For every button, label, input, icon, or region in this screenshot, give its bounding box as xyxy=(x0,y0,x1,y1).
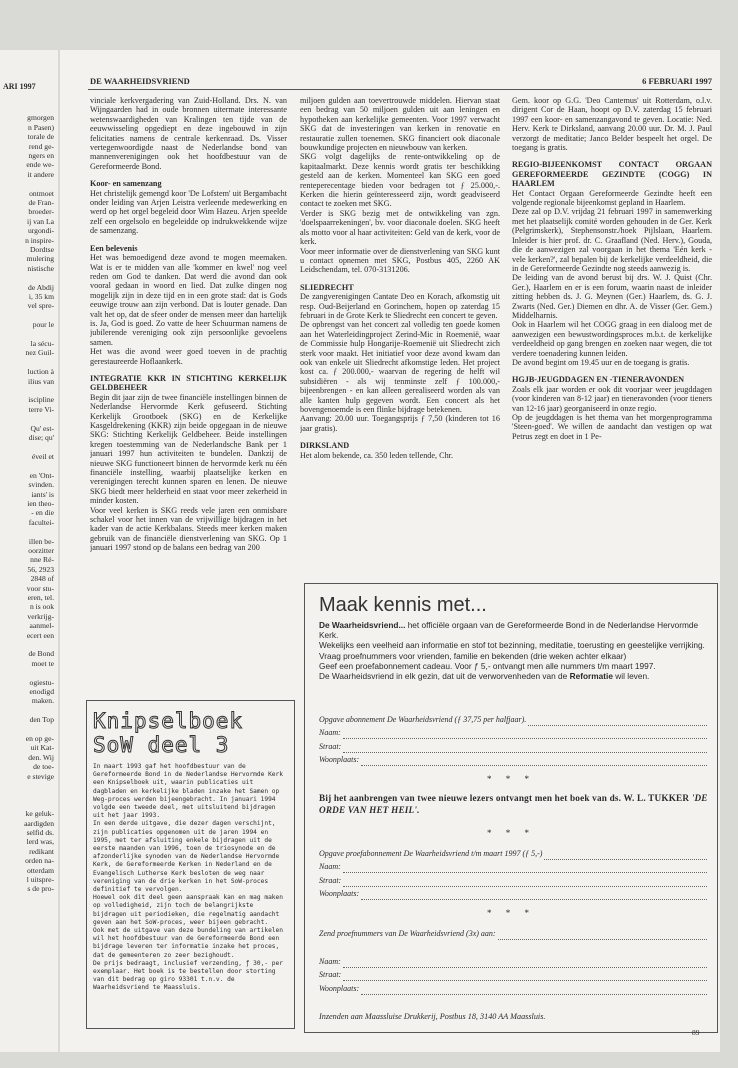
left-page-line: ien theo- xyxy=(27,498,54,508)
left-page-line: e stevige xyxy=(27,771,54,781)
intro-line: Vraag proefnummers voor vrienden, familie en bekenden (drie weken achter elkaar) xyxy=(319,650,627,661)
subheading: Koor- en samenzang xyxy=(90,179,162,189)
sample-issues-address xyxy=(319,954,707,995)
left-page-line: ij van La xyxy=(27,216,54,226)
name-label: Naam: xyxy=(319,862,341,871)
paragraph: Voor meer informatie over de dienstverlening van SKG kunt u contact opnemen met SKG, Postbus 405, 2260 AK Leidschendam, tel. 070-3131206. xyxy=(300,246,500,275)
page-header xyxy=(90,76,712,90)
left-page-line: ngers en xyxy=(28,151,54,161)
left-page-line: pour le xyxy=(32,320,54,330)
left-page-line: nez Guil- xyxy=(25,348,54,358)
left-page-line: ende we- xyxy=(26,160,54,170)
left-page-line: rend ge- xyxy=(28,141,54,151)
left-page-date: ARI 1997 xyxy=(3,82,36,91)
paragraph: Het christelijk gemengd koor 'De Lofstem' uit Bergambacht onder leiding van Arjen Leistra verleende medewerking en werd op het orgel begeleid door Wim Hazeu. Arjen speelde zelf een orgelsolo en begeleidde op indrukwekkende wijze de samenzang. xyxy=(90,188,287,236)
paragraph: Het Contact Orgaan Gereformeerde Gezindte heeft een volgende regionale bijeenkomst gepland in Haarlem. xyxy=(512,188,712,208)
intro-line: het officiële orgaan van de Gereformeerde Bond in de Nederlandse Hervormde Kerk. xyxy=(319,620,699,641)
paragraph: Het was die avond weer goed toeven in de prachtig gerestaureerde Hoflaankerk. xyxy=(90,347,287,366)
left-page-line: s de pro- xyxy=(27,884,54,894)
paragraph: Op de jeugddagen is het thema van het morgenprogramma 'Steen-goed'. We willen de aandacht dan vestigen op wat Petrus zegt en doet in 1 Pe- xyxy=(512,413,712,441)
left-page-line: de toe- xyxy=(33,762,54,772)
left-page-line xyxy=(2,179,54,188)
left-page-line xyxy=(2,706,54,715)
book-offer-text: Bij het aanbrengen van twee nieuwe lezers ontvangt men het boek van ds. W. L. TUKKER xyxy=(319,793,692,803)
left-page-line xyxy=(2,273,54,282)
street-label: Straat: xyxy=(319,741,342,751)
left-page-line: facultei- xyxy=(28,517,54,527)
knipselboek-paragraph: In maart 1993 gaf het hoofdbestuur van de Gereformeerde Bond in de Nederlandse Hervormde Kerk een Knipselboek uit, waarin publicaties uit dagbladen en kerkelijke bladen inzake het Samen op Weg-proces werden bijeengebracht. In januari 1994 volgde een tweede deel, met uitsluitend bijdragen uit het jaar 1993. xyxy=(93,763,283,820)
left-page-line xyxy=(2,527,54,536)
left-page-line xyxy=(2,104,54,113)
left-page-line: aanmel- xyxy=(29,621,54,631)
paragraph: SKG volgt dagelijks de rente-ontwikkeling op de kapitaalmarkt. Deze kennis wordt gratis ter beschikking gesteld aan de kerken. Momenteel kan SKG een goed renteperecentage bieden voor bedragen tot ƒ 25.000,-. Kerken die hierin geïnteresseerd zijn, wordt geadviseerd contact te zoeken met SKG. xyxy=(300,152,500,209)
form-line[interactable] xyxy=(544,851,707,860)
left-page-line: en op ge- xyxy=(25,733,54,743)
left-page-line: n is ook xyxy=(29,602,54,612)
knipselboek-box xyxy=(86,700,295,1029)
left-page-line: den Top xyxy=(29,715,54,725)
paragraph: De avond begint om 19.45 uur en de toegang is gratis. xyxy=(512,357,690,367)
left-page-line xyxy=(2,800,54,809)
column-1 xyxy=(90,96,287,688)
left-page-text xyxy=(2,104,54,894)
knipselboek-text xyxy=(93,763,288,1023)
paragraph: Deze zal op D.V. vrijdag 21 februari 1997 in samenwerking met het plaatselijk comité worden gehouden in de Ger. Kerk (Pelgrimskerk), Stephensonstr./hoek Pijlslaan, Haarlem. Inleider is hier prof. dr. C. Graafland (Ned. Herv.), Gouda, die de aanwezigen zal voorgaan in het thema 'Eén kerk - vele kerken?', zal bepalen bij de kerkelijke verdeeldheid, die in de Gereformeerde Gezindte nog steeds aanwezig is. xyxy=(512,207,712,273)
left-page-line: enodigd xyxy=(29,686,54,696)
left-page-line: de Bond xyxy=(28,649,54,659)
name-field[interactable] xyxy=(343,730,707,739)
form-title: Opgave abonnement De Waarheidsvriend (ƒ 37,75 per halfjaar). xyxy=(319,714,527,724)
page-number: 89 xyxy=(692,1028,700,1037)
subscription-form xyxy=(319,712,707,766)
left-page-line: la sécu- xyxy=(30,339,54,349)
left-page-line: eren, tel. xyxy=(27,592,54,602)
left-page-line xyxy=(2,311,54,320)
paragraph: vinciale kerkvergadering van Zuid-Holland. Drs. N. van Wijngaarden had in oude bronnen uitermate interessante wetenswaardigheden van Kralingen ten tijde van de eeuwwisseling opgediept en deze ingebouwd in zijn felicitaties namens de centrale kerkenraad. Ds. Visser vertegenwoordigde naast de Nederlandse bond van mannenverenigingen ook het hoofdbestuur van de Gereformeerde Bond. xyxy=(90,96,287,171)
left-page-line: ke geluk- xyxy=(25,809,54,819)
left-page-line: 56, 2923 xyxy=(27,564,54,574)
left-page-line xyxy=(2,330,54,339)
paragraph: Zoals elk jaar worden er ook dit voorjaar weer jeugddagen (voor kinderen van 8-12 jaar) en tieneravonden (voor tieners van 12-16 jaar) georganiseerd in onze regio. xyxy=(512,384,712,413)
separator-stars: * * * xyxy=(487,908,535,918)
left-page-line: - en die xyxy=(31,508,54,518)
left-page-line: uit Kat- xyxy=(30,743,54,753)
left-page-line: illen be- xyxy=(28,536,54,546)
left-page-line: ontmoet xyxy=(29,188,54,198)
intro-line: wil leven. xyxy=(612,671,650,682)
knipselboek-subtitle: SoW deel 3 xyxy=(93,733,230,757)
subscription-box-title: Maak kennis met... xyxy=(319,594,487,616)
send-to-address: Inzenden aan Maassluise Drukkerij, Postbus 18, 3140 AA Maassluis. xyxy=(319,1012,546,1021)
paragraph: De leiding van de avond berust bij drs. W. J. Quist (Chr. Ger.), Haarlem en er is een forum, waarin naast de inleider zitting hebben ds. J. G. Meynen (Ger.) Haarlem, ds. G. J. Zwarts (Ned. Ger.) Diemen en dhr. A. de Visser (Ger. Gem.) Middelharnis. xyxy=(512,273,712,320)
intro-line: Geef een proefabonnement cadeau. Voor ƒ 5,- ontvangt men alle nummers t/m maart 1997. xyxy=(319,660,656,671)
article-heading: HGJB-JEUGDDAGEN EN -TIENERAVONDEN xyxy=(512,375,685,385)
city-field[interactable] xyxy=(361,757,707,766)
knipselboek-paragraph: In een derde uitgave, die dezer dagen verschijnt, zijn publicaties opgenomen uit de jaren 1994 en 1995, met ter afsluiting enkele bijdragen uit de eerste maanden van 1996, toen de triosynode en de afzonderlijke synoden van de Nederlandse Hervormde Kerk, de Gereformeerde Kerken in Nederland en de Evangelisch Lutherse Kerk besloten de weg naar vereniging van de drie kerken in het SoW-proces definitief te vervolgen. xyxy=(93,820,280,894)
column-3 xyxy=(512,96,712,582)
subscription-box xyxy=(304,583,718,1033)
city-label: Woonplaats: xyxy=(319,983,360,993)
city-field[interactable] xyxy=(361,986,707,995)
left-page-line: torale de xyxy=(27,132,54,142)
left-page-line: 2848 of xyxy=(30,574,54,584)
left-page-line: ilius van xyxy=(28,376,54,386)
street-field[interactable] xyxy=(343,878,707,887)
book-offer xyxy=(319,792,709,816)
left-page-line xyxy=(2,414,54,423)
left-page-line: Qu' est- xyxy=(30,423,54,433)
form-line[interactable] xyxy=(498,931,707,940)
left-page-line: Dordtse xyxy=(29,245,54,255)
left-page-line: en 'Ont- xyxy=(29,470,54,480)
left-page-line: i, 35 km xyxy=(28,292,54,302)
left-page-line: voor stu- xyxy=(26,583,54,593)
left-page-line: urgondi- xyxy=(27,226,54,236)
left-page-line: aardigden xyxy=(24,818,54,828)
left-page-line: iants' is xyxy=(31,489,54,499)
paragraph: Verder is SKG bezig met de ontwikkeling van zgn. 'doelspaarrekeningen', bv. voor diaconale doelen. SKG heeft als motto voor al haar activiteiten: Geld van de kerk, voor de kerk. xyxy=(300,208,500,247)
header-rule xyxy=(88,89,712,90)
left-page-line: terre Vi- xyxy=(28,404,54,414)
knipselboek-paragraph: De prijs bedraagt, inclusief verzending, ƒ 30,- per exemplaar. Het boek is te bestellen door storting van dit bedrag op giro 93301 t.n.v. de Waarheidsvriend te Maassluis. xyxy=(93,959,283,992)
left-page-line xyxy=(2,358,54,367)
paragraph: Aanvang: 20.00 uur. Toegangsprijs ƒ 7,50 (kinderen tot 16 jaar gratis). xyxy=(300,414,500,433)
left-page-line xyxy=(2,790,54,799)
left-page-line: de Fran- xyxy=(28,198,54,208)
left-page-line: oorzitter xyxy=(28,545,54,555)
left-page-line: nne Ré- xyxy=(30,555,54,565)
left-page-line: luction à xyxy=(27,367,54,377)
article-heading: INTEGRATIE KKR IN STICHTING KERKELIJK GELDBEHEER xyxy=(90,373,287,393)
city-label: Woonplaats: xyxy=(319,755,360,764)
left-page-line: maken. xyxy=(31,696,54,706)
street-label: Straat: xyxy=(319,970,342,979)
paragraph: Begin dit jaar zijn de twee financiële instellingen binnen de Nederlandse Hervormde Kerk gefuseerd. Stichting Kerkelijk Grootboek (SKG) en de Kerkelijke Kasgeldrekening (KKR) zijn beide opgegaan in de nieuwe SKG: Stichting Kerkelijk Geldbeheer. Beide instellingen kregen toestemming van de Nederlandsche Bank per 1 januari 1997 hun activiteiten te bundelen. Dankzij de nieuwe SKG functioneert binnen de hervormde kerk nu één financiële instelling, waarbij plaatselijke kerken en verenigingen terecht kunnen sparen en lenen. De nieuwe SKG biedt meer helderheid en staat voor meer zekerheid in minder kosten. xyxy=(90,392,287,506)
left-page-line: orden na- xyxy=(25,856,54,866)
left-page-line: broeder- xyxy=(28,207,54,217)
separator-stars: * * * xyxy=(487,774,535,784)
left-page-line xyxy=(2,640,54,649)
separator-stars: * * * xyxy=(487,828,535,838)
left-page-line: lerd was, xyxy=(26,837,54,847)
issue-date: 6 FEBRUARI 1997 xyxy=(642,76,712,86)
intro-line: De Waarheidsvriend in elk gezin, dat uit de verworvenheden van de xyxy=(319,671,570,682)
left-page-line: it andere xyxy=(27,169,54,179)
subheading: Een belevenis xyxy=(90,243,138,253)
paragraph: miljoen gulden aan toevertrouwde middelen. Hiervan staat een bedrag van 50 miljoen gulden uit aan leningen en hypotheken aan kerkelijke gemeenten. Voor 1997 verwacht SKG dat de investeringen van kerken in renovatie en restauratie zullen toenemen. SKG financiert ook diaconale bouwkundige projecten en nieuwbouw van kerken. xyxy=(300,96,500,153)
sample-issues-form xyxy=(319,926,707,940)
intro-line: Wekelijks een veelheid aan informatie en stof tot bezinning, meditatie, toerusting en geestelijke verrijking. xyxy=(319,640,705,651)
left-page-line xyxy=(2,443,54,452)
form-line[interactable] xyxy=(528,717,707,726)
left-page-line: den. Wij xyxy=(28,752,54,762)
left-page-line: otterdam xyxy=(27,865,54,875)
article-heading: SLIEDRECHT xyxy=(300,282,354,292)
left-page-line xyxy=(2,781,54,790)
left-page-line: dise; qu' xyxy=(28,433,54,443)
left-page-line xyxy=(2,461,54,470)
paragraph: Voor veel kerken is SKG reeds vele jaren een onmisbare schakel voor het innen van de vrijwillige bijdragen in het kader van de actie Kerkbalans. Steeds meer kerken maken gebruik van de financiële dienstverlening van SKG. Op 1 januari 1997 stond op de balans een bedrag van 200 xyxy=(90,505,287,553)
left-page-line: ogiestu- xyxy=(29,677,54,687)
trial-subscription-form xyxy=(319,846,707,900)
knipselboek-paragraph: Hoewel ook dit deel geen aanspraak kan en mag maken op volledigheid, zijn toch de belangrijkste bijdragen uit periodieken, die regelmatig aandacht geven aan het SoW-proces, weer bijeen gebracht. xyxy=(93,894,283,926)
name-field[interactable] xyxy=(343,864,707,873)
left-page-line xyxy=(2,668,54,677)
left-page-line: n inspire- xyxy=(25,235,54,245)
left-page-line: gmorgen xyxy=(27,113,54,123)
article-heading: DIRKSLAND xyxy=(300,441,350,451)
paragraph: Gem. koor op G.G. 'Deo Cantemus' uit Rotterdam, o.l.v. dirigent Cor de Haan, hoopt op D.V. zaterdag 15 februari 1997 een koor- en samenzangavond te geven. Locatie: Ned. Herv. Kerk te Dirksland, aanvang 20.00 uur. Dr. M. J. Paul verzorgt de meditatie; Janco Belder bespeelt het orgel. De toegang is gratis. xyxy=(512,96,712,153)
left-page-line: iscipline xyxy=(28,395,54,405)
paragraph: Het was bemoedigend deze avond te mogen meemaken. Wat is er te midden van alle 'kommer en kwel' nog veel reden om God te danken. Dat werd die avond dan ook vooral gedaan in woord en lied. Dat zulke dingen nog mogelijk zijn in deze tijd en in een grote stad: dat is Gods eeuwige trouw aan zijn verbond. Dat is louter genade. Dan valt het op, dat de sfeer onder de mensen meer dan hartelijk is. Ja, God is goed. Zo vatte de heer Schuurman namens de jubilerende vereniging ook zijn persoonlijke gevoelens samen. xyxy=(90,253,287,347)
form-title: Opgave proefabonnement De Waarheidsvriend t/m maart 1997 (ƒ 5,-) xyxy=(319,848,543,858)
paragraph: Het alom bekende, ca. 350 leden tellende, Chr. xyxy=(300,450,454,460)
knipselboek-title: Knipselboek xyxy=(93,709,244,733)
left-page-line xyxy=(2,725,54,734)
form-title: Zend proefnummers van De Waarheidsvriend (3x) aan: xyxy=(319,928,496,938)
name-label: Naam: xyxy=(319,728,341,737)
city-label: Woonplaats: xyxy=(319,889,360,898)
left-page-line: mulering xyxy=(26,254,54,264)
street-label: Straat: xyxy=(319,875,342,885)
left-page-line: verkrijg- xyxy=(27,611,54,621)
article-heading: REGIO-BIJEENKOMST CONTACT ORGAAN GEREFORMEERDE GEZINDTE (COGG) IN HAARLEM xyxy=(512,160,712,189)
subscription-intro xyxy=(319,620,709,681)
left-page-line: n Pasen) xyxy=(28,122,54,132)
street-field[interactable] xyxy=(343,744,707,753)
left-page-line: svinden. xyxy=(28,480,54,490)
paragraph: De zangverenigingen Cantate Deo en Korach, afkomstig uit resp. Oud-Beijerland en Gorinchem, hopen op zaterdag 15 februari in de Grote Kerk te Sliedrecht een concert te geven. xyxy=(300,292,500,320)
paragraph: Ook in Haarlem wil het COGG graag in een dialoog met de aanwezigen een bewustwordingsproces m.b.t. de kerkelijke verdeeldheid op gang brengen en zoeken naar wegen, die tot verdere toenadering kunnen leiden. xyxy=(512,320,712,358)
left-page-line xyxy=(2,386,54,395)
knipselboek-paragraph: Ook met de uitgave van deze bundeling van artikelen wil het hoofdbestuur van de Gereformeerde Bond een bijdrage leveren ter informatie inzake het proces, dat de gemeenteren zo zeer bezighoudt. xyxy=(93,927,283,959)
left-page-line: de Abdij xyxy=(28,282,54,292)
intro-bold: De Waarheidsvriend... xyxy=(319,620,406,630)
name-label: Naam: xyxy=(319,956,341,966)
left-page-line: moet te xyxy=(31,658,54,668)
left-page-line: vel spre- xyxy=(27,301,54,311)
street-field[interactable] xyxy=(343,972,707,981)
city-field[interactable] xyxy=(361,891,707,900)
left-page-line: redikant xyxy=(29,846,54,856)
left-page-line: selfid ds. xyxy=(26,828,54,837)
name-field[interactable] xyxy=(343,959,707,968)
left-page-line: éveil et xyxy=(31,451,54,461)
column-2 xyxy=(300,96,500,582)
left-page-line: ecert een xyxy=(26,630,54,640)
intro-bold: Reformatie xyxy=(569,671,613,682)
paragraph: De opbrengst van het concert zal volledig ten goede komen aan het Waterleidingproject Zerind-Mic in Roemenië, waar de Commissie hulp Hongarije-Roemenië uit Sliedrecht zich sterk voor maakt. Het initiatief voor deze avond kwam dan ook van enkele uit Sliedrecht afkomstige leden. Het project kost ca. ƒ 200.000,- waarvan de regering de helft wil subsidiëren - als wij tenminste zelf ƒ 100.000,- bijeenbrengen - en kan alleen gerealiseerd worden als van alle kanten hulp gegeven wordt. Een concert als het bovengenoemde is een flinke bijdrage betekenen. xyxy=(300,320,500,414)
book-title: 'DE ORDE VAN HET HEIL'. xyxy=(319,793,708,815)
publication-title: DE WAARHEIDSVRIEND xyxy=(90,76,190,86)
left-page-line: l uitspre- xyxy=(26,875,54,885)
left-page-line: nistische xyxy=(27,263,54,273)
